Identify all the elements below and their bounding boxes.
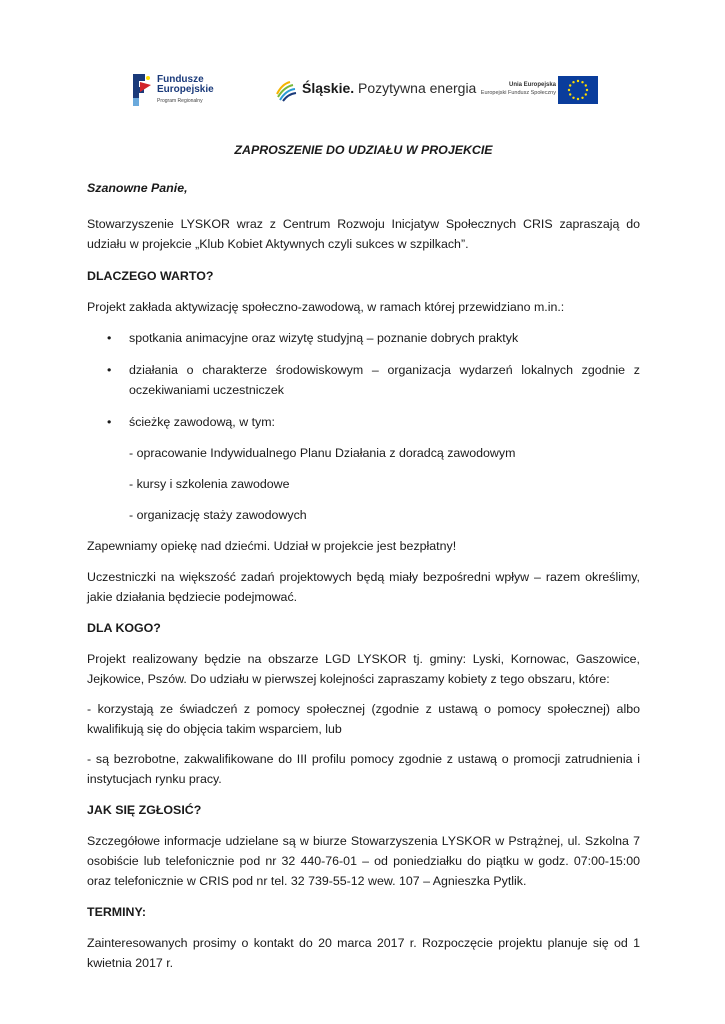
slaskie-waves-icon xyxy=(274,78,298,102)
document-body xyxy=(87,140,640,973)
sub-item-courses: - kursy i szkolenia zawodowe xyxy=(129,477,290,491)
how-heading: JAK SIĘ ZGŁOSIĆ? xyxy=(87,803,202,817)
list-item: • działania o charakterze środowiskowym – organizacja wydarzeń lokalnych zgodnie z oczekiwaniami uczestniczek xyxy=(87,360,640,400)
who-paragraph: Projekt realizowany będzie na obszarze LGD LYSKOR tj. gminy: Lyski, Kornowac, Gaszowice, Jejkowice, Pszów. Do udziału w pierwszej kolejności zapraszamy kobiety z tego obszaru, które: xyxy=(87,652,640,686)
terms-heading: TERMINY: xyxy=(87,905,146,919)
who-item-unemployed: - są bezrobotne, zakwalifikowane do III profilu pomocy zgodnie z ustawą o promocji zatrudnienia i instytucjach rynku pracy. xyxy=(87,752,640,786)
sub-item-internships: - organizację staży zawodowych xyxy=(129,508,307,522)
fe-line1: Fundusze xyxy=(157,74,204,85)
document-title: ZAPROSZENIE DO UDZIAŁU W PROJEKCIE xyxy=(234,143,493,157)
greeting: Szanowne Panie, xyxy=(87,181,188,195)
fe-line2: Europejskie xyxy=(157,84,214,95)
eu-flag-icon xyxy=(558,76,598,104)
logo-bar xyxy=(0,68,725,108)
fe-line3: Program Regionalny xyxy=(157,98,203,104)
list-item: • ścieżkę zawodową, w tym: xyxy=(87,412,640,432)
intro-paragraph: Stowarzyszenie LYSKOR wraz z Centrum Rozwoju Inicjatyw Społecznych CRIS zapraszają do udziału w projekcie „Klub Kobiet Aktywnych czyli sukces w szpilkach”. xyxy=(87,217,640,251)
influence-paragraph: Uczestniczki na większość zadań projektowych będą miały bezpośredni wpływ – razem określimy, jakie działania będziecie podejmować. xyxy=(87,570,640,604)
childcare-paragraph: Zapewniamy opiekę nad dziećmi. Udział w projekcie jest bezpłatny! xyxy=(87,539,457,553)
slaskie-tagline: Pozytywna energia xyxy=(358,80,477,96)
why-paragraph: Projekt zakłada aktywizację społeczno-zawodową, w ramach której przewidziano m.in.: xyxy=(87,300,565,314)
bullet-icon: • xyxy=(107,415,112,429)
bullet-icon: • xyxy=(107,331,112,345)
who-heading: DLA KOGO? xyxy=(87,621,161,635)
bullet-icon: • xyxy=(107,363,112,377)
list-item: • spotkania animacyjne oraz wizytę studyjną – poznanie dobrych praktyk xyxy=(87,328,640,348)
slaskie-logo xyxy=(274,78,477,102)
eu-line1: Unia Europejska xyxy=(508,82,556,88)
eu-line2: Europejski Fundusz Społeczny xyxy=(480,90,556,96)
fe-flag-icon xyxy=(131,72,153,108)
sub-item-ipd: - opracowanie Indywidualnego Planu Działania z doradcą zawodowym xyxy=(129,446,516,460)
benefits-list xyxy=(87,328,640,432)
fundusze-europejskie-logo xyxy=(131,72,231,108)
eu-logo xyxy=(478,76,600,104)
terms-paragraph: Zainteresowanych prosimy o kontakt do 20 marca 2017 r. Rozpoczęcie projektu planuje się od 1 kwietnia 2017 r. xyxy=(87,936,640,970)
why-heading: DLACZEGO WARTO? xyxy=(87,269,214,283)
slaskie-brand: Śląskie. xyxy=(302,80,355,96)
how-paragraph: Szczegółowe informacje udzielane są w biurze Stowarzyszenia LYSKOR w Pstrążnej, ul. Szkolna 7 osobiście lub telefonicznie pod nr 32 440-76-01 – od poniedziałku do piątku w godz. 07:00-15:00 oraz telefonicznie w CRIS pod nr tel. 32 739-55-12 wew. 107 – Agnieszka Pytlik. xyxy=(87,834,640,888)
who-item-social-aid: - korzystają ze świadczeń z pomocy społecznej (zgodnie z ustawą o pomocy społecznej) albo kwalifikują się do objęcia takim wsparciem, lub xyxy=(87,702,640,736)
